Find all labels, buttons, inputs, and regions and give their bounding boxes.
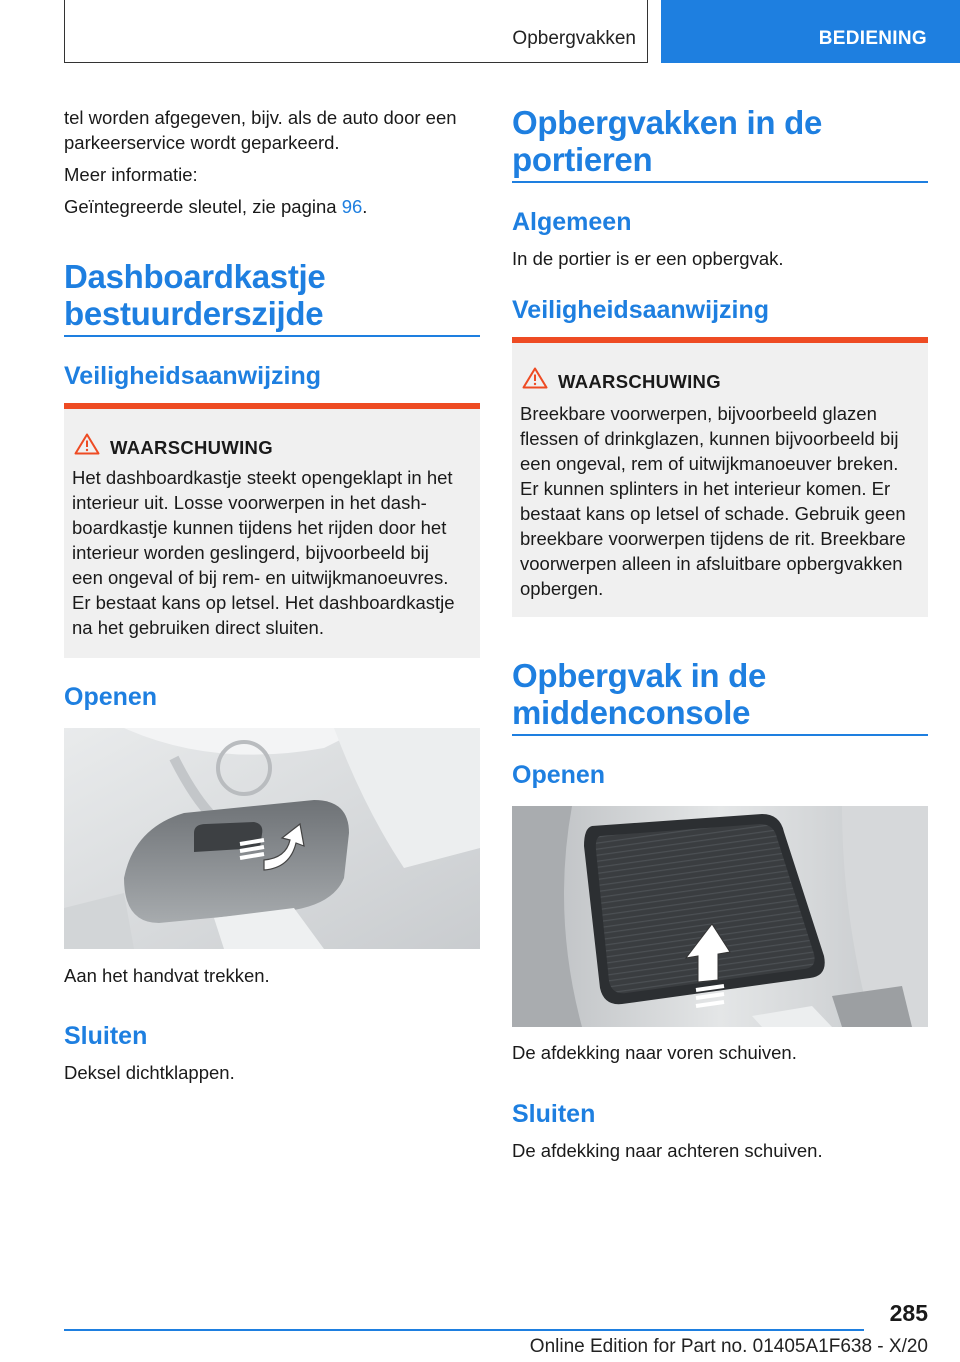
heading-rule [64, 335, 480, 337]
warning-line: een ongeval, rem of uitwijkmanoeuver breken. [520, 453, 899, 474]
page-number: 285 [889, 1300, 928, 1326]
warning-triangle-icon [522, 367, 548, 389]
warning-line: Het dashboardkastje steekt opengeklapt in het [72, 467, 453, 488]
warning-box [64, 403, 480, 658]
warning-text [520, 401, 924, 601]
heading-line: Dashboardkastje [64, 258, 326, 295]
intro-paragraph [64, 105, 484, 155]
warning-line: bestaat kans op letsel of schade. Gebruik geen [520, 503, 906, 524]
header-section-title: Opbergvakken [512, 28, 636, 49]
warning-line: voorwerpen alleen in afsluitbare opbergvakken [520, 553, 903, 574]
heading-line: middenconsole [512, 694, 751, 731]
reference-tail: . [362, 196, 368, 217]
heading-close: Sluiten [512, 1100, 596, 1128]
heading-close: Sluiten [64, 1022, 148, 1050]
cross-reference [64, 194, 484, 219]
warning-title: WAARSCHUWING [110, 437, 273, 458]
warning-line: boardkastje kunnen tijdens het rijden door het [72, 517, 447, 538]
glovebox-illustration [64, 728, 480, 949]
heading-line: bestuurderszijde [64, 295, 324, 332]
heading-safety: Veiligheidsaanwijzing [64, 362, 322, 390]
intro-line: tel worden afgegeven, bijv. als de auto door een [64, 107, 457, 128]
page-link[interactable]: 96 [341, 196, 363, 217]
heading-line: Opbergvakken in de [512, 104, 823, 141]
warning-box [512, 337, 928, 617]
warning-line: Er bestaat kans op letsel. Het dashboardkastje [72, 592, 455, 613]
open-caption: De afdekking naar voren schuiven. [512, 1042, 797, 1063]
reference-text: Geïntegreerde sleutel, zie pagina [64, 196, 342, 217]
warning-line: Breekbare voorwerpen, bijvoorbeeld glazen [520, 403, 877, 424]
heading-line: Opbergvak in de [512, 657, 767, 694]
glovebox-photo [64, 728, 480, 949]
more-info-label: Meer informatie: [64, 164, 198, 185]
warning-line: flessen of drinkglazen, kunnen bijvoorbeeld bij [520, 428, 899, 449]
warning-line: interieur uit. Losse voorwerpen in het dash‐ [72, 492, 427, 513]
general-text: In de portier is er een opbergvak. [512, 248, 784, 269]
open-caption: Aan het handvat trekken. [64, 965, 270, 986]
heading-rule [512, 181, 928, 183]
warning-line: breekbare voorwerpen tijdens de rit. Breekbare [520, 528, 906, 549]
header-chapter-title: BEDIENING [818, 28, 927, 49]
heading-general: Algemeen [512, 208, 632, 236]
console-illustration [512, 806, 928, 1027]
warning-triangle-icon [74, 433, 100, 455]
heading-door-storage [512, 104, 928, 178]
heading-center-console [512, 657, 928, 731]
footer-edition: Online Edition for Part no. 01405A1F638 - X/20 [529, 1336, 928, 1357]
warning-line: een ongeval of bij rem- en uitwijkmanoeuvres. [72, 567, 449, 588]
heading-line: portieren [512, 141, 653, 178]
close-text: Deksel dichtklappen. [64, 1062, 235, 1083]
heading-rule [512, 734, 928, 736]
warning-title: WAARSCHUWING [558, 371, 721, 392]
warning-text [72, 465, 476, 640]
heading-safety: Veiligheidsaanwijzing [512, 296, 770, 324]
warning-line: interieur worden geslingerd, bijvoorbeeld bij [72, 542, 429, 563]
intro-line: parkeerservice wordt geparkeerd. [64, 132, 340, 153]
footer-rule [64, 1329, 864, 1331]
heading-open: Openen [512, 761, 606, 789]
console-photo [512, 806, 928, 1027]
heading-dashboard-box [64, 258, 484, 332]
warning-line: Er kunnen splinters in het interieur komen. Er [520, 478, 891, 499]
heading-open: Openen [64, 683, 158, 711]
close-text: De afdekking naar achteren schuiven. [512, 1140, 823, 1161]
warning-line: opbergen. [520, 578, 604, 599]
warning-line: na het gebruiken direct sluiten. [72, 617, 324, 638]
